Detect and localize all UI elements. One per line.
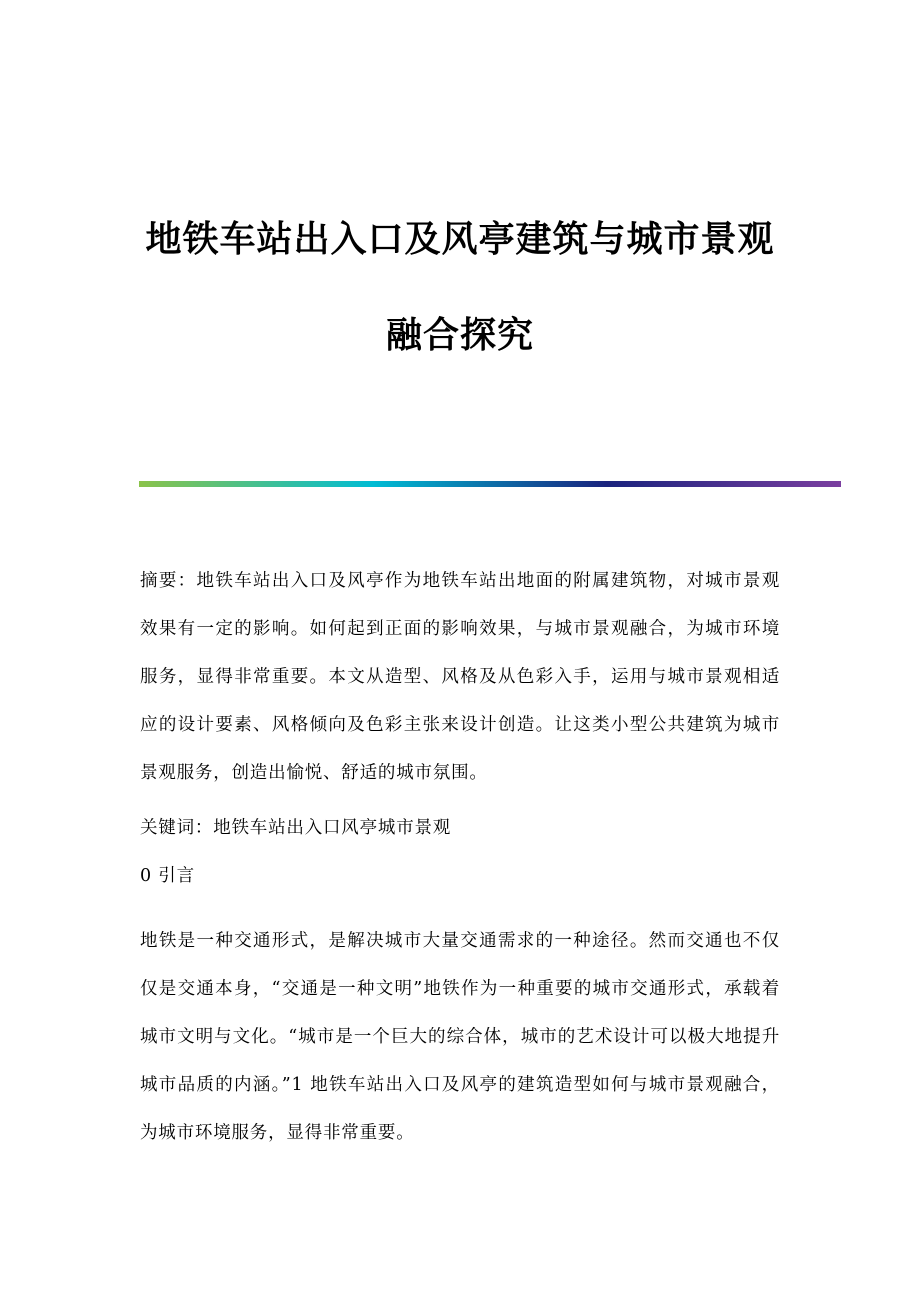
abstract-paragraph: 摘要：地铁车站出入口及风亭作为地铁车站出地面的附属建筑物，对城市景观效果有一定的影响。如何起到正面的影响效果，与城市景观融合，为城市环境服务，显得非常重要。本文从造型、风格及从色彩入手，运用与城市景观相适应的设计要素、风格倾向及色彩主张来设计创造。让这类小型公共建筑为城市景观服务，创造出愉悦、舒适的城市氛围。 xyxy=(140,571,780,783)
keywords-line: 关键词：地铁车站出入口风亭城市景观 xyxy=(140,818,452,838)
section-heading: 0 引言 xyxy=(140,866,195,886)
document-title-line-2: 融合探究 xyxy=(385,315,534,356)
document-title-line-1: 地铁车站出入口及风亭建筑与城市景观 xyxy=(145,219,775,260)
title-gradient-rule xyxy=(139,481,841,487)
intro-paragraph: 地铁是一种交通形式，是解决城市大量交通需求的一种途径。然而交通也不仅仅是交通本身，“交通是一种文明”地铁作为一种重要的城市交通形式，承载着城市文明与文化。“城市是一个巨大的综合体，城市的艺术设计可以极大地提升城市品质的内涵。”1 地铁车站出入口及风亭的建筑造型如何与城市景观融合，为城市环境服务，显得非常重要。 xyxy=(140,931,780,1143)
